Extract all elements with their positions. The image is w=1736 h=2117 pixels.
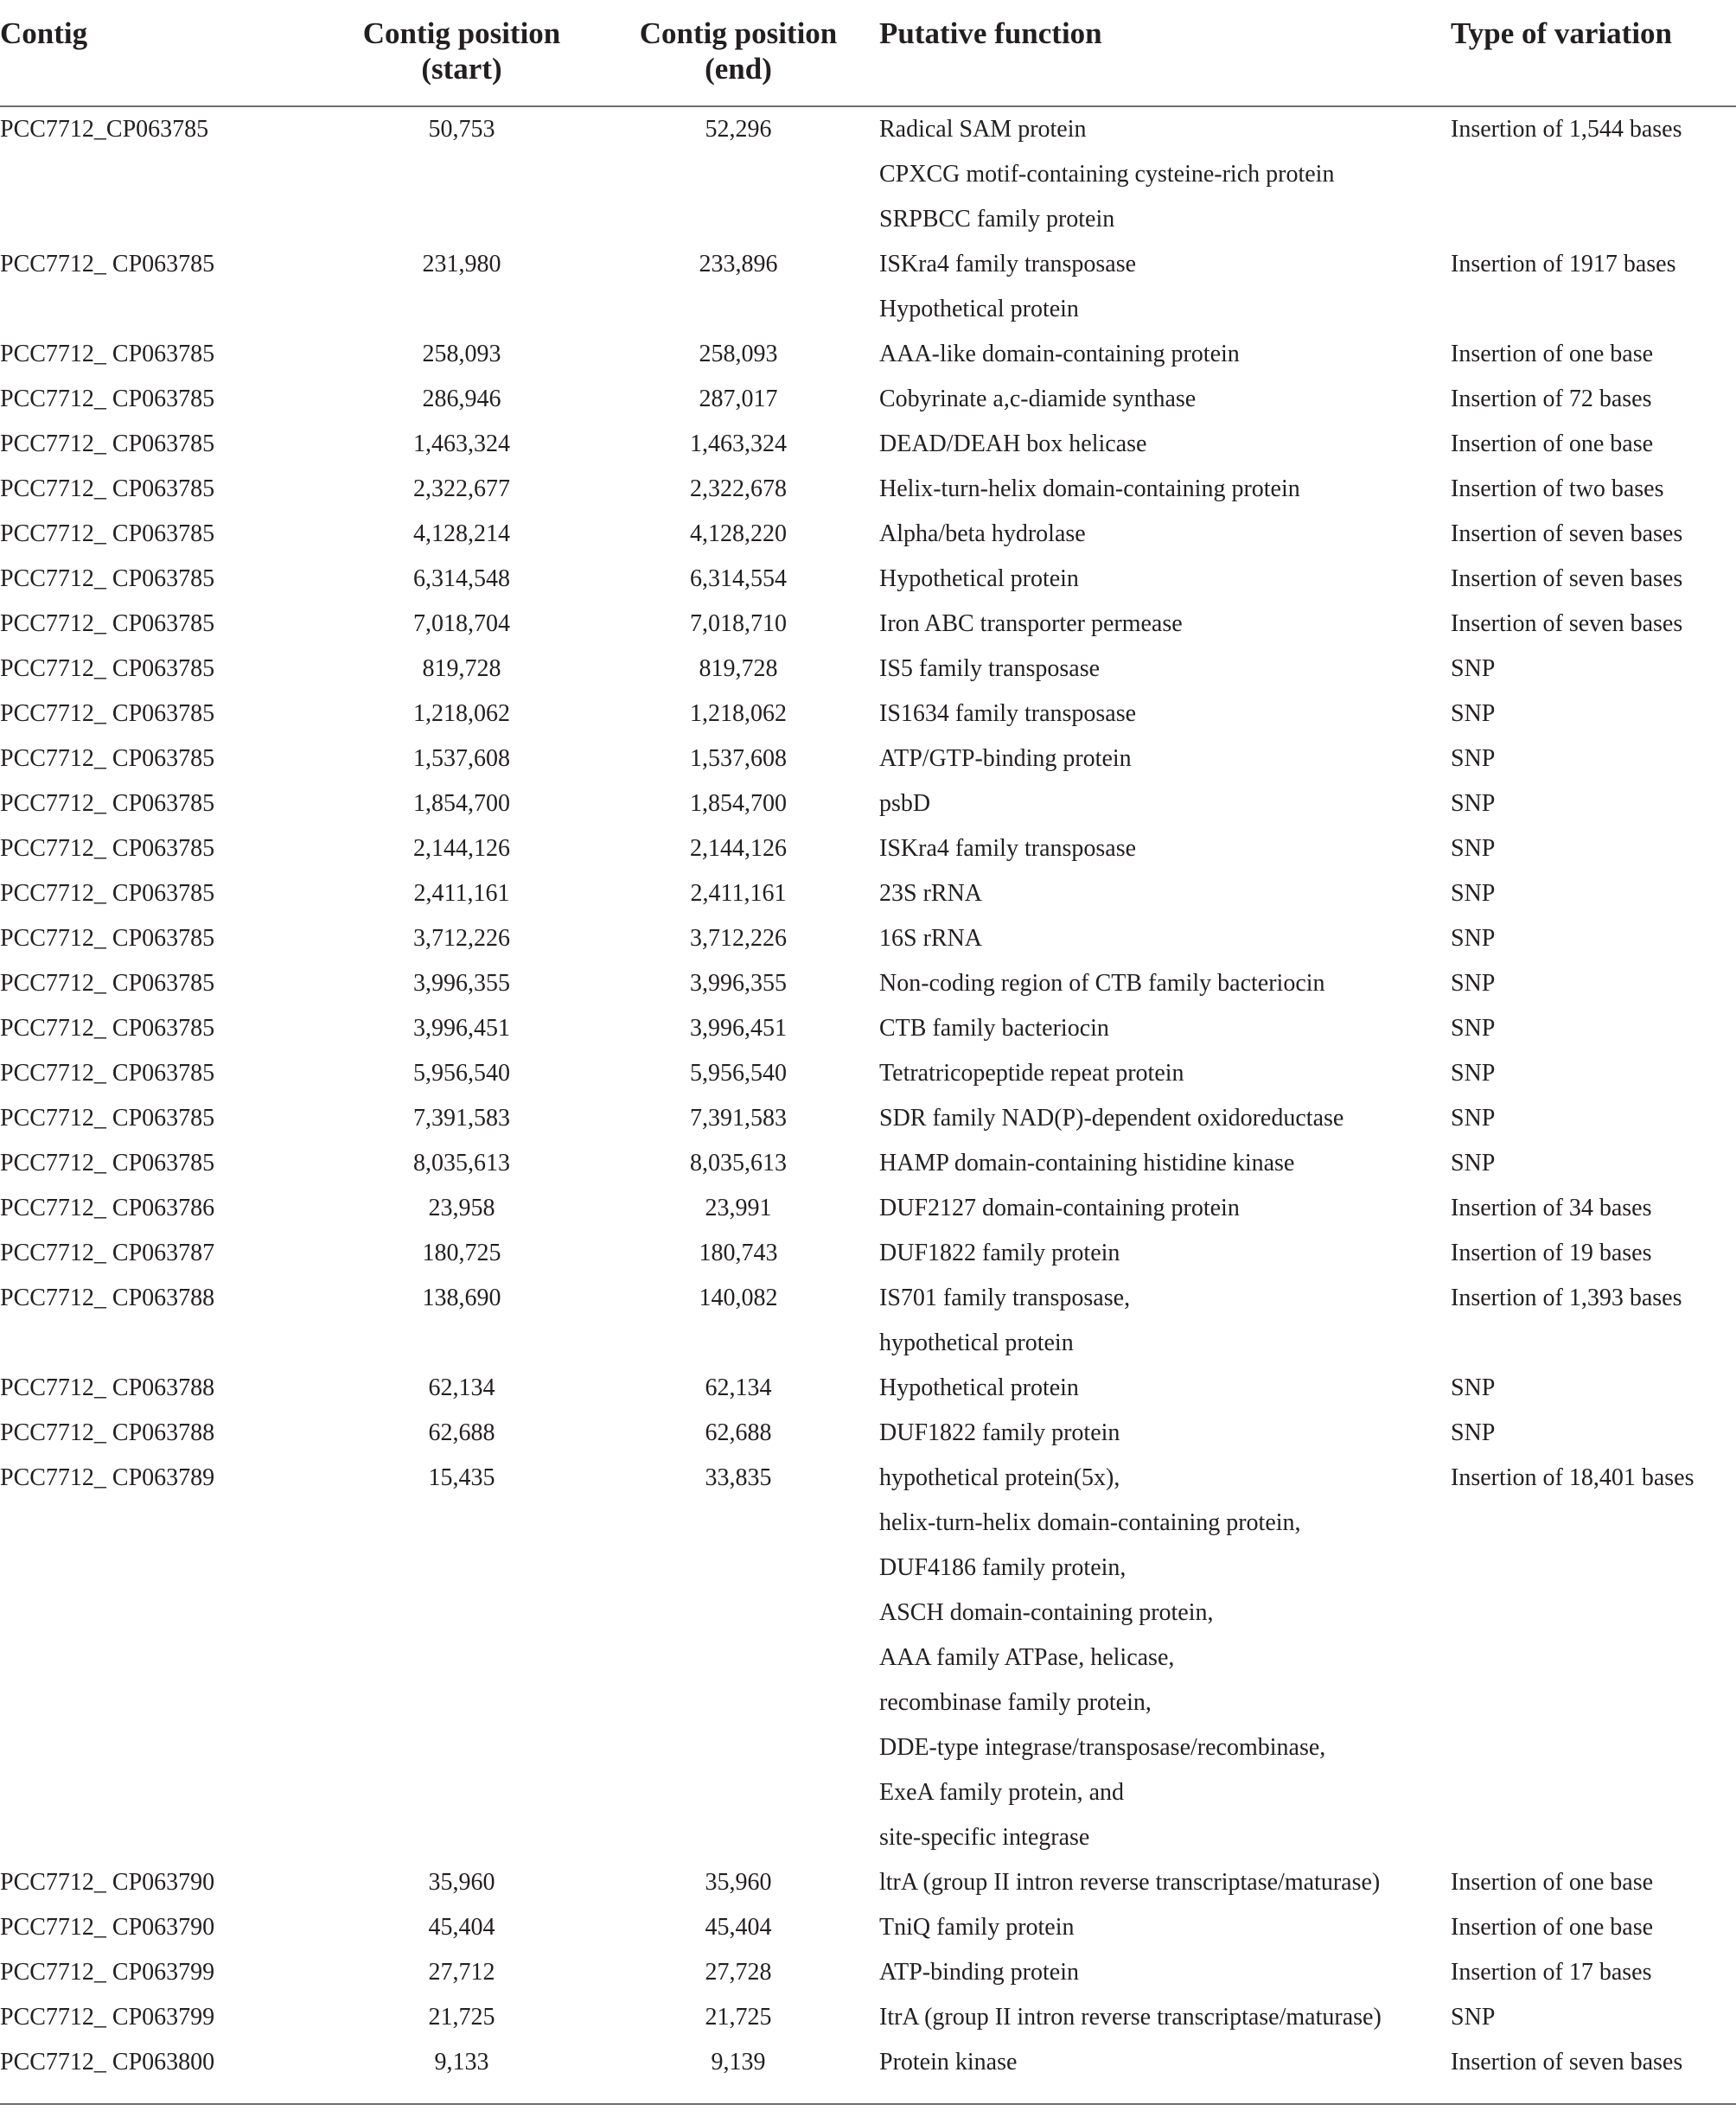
header-start-line1: Contig position — [362, 16, 561, 50]
function-line: DUF1822 family protein — [879, 1240, 1120, 1266]
variation-cell: SNP — [1451, 2004, 1496, 2031]
function-line: Tetratricopeptide repeat protein — [879, 1060, 1184, 1087]
table-row — [0, 826, 1736, 871]
table-row — [0, 1950, 1736, 1995]
header-contig: Contig — [0, 16, 88, 50]
table-row — [0, 332, 1736, 377]
function-line: IS701 family transposase, — [879, 1285, 1131, 1311]
start-cell: 45,404 — [428, 1914, 495, 1941]
table-row — [0, 871, 1736, 916]
function-line: DUF2127 domain-containing protein — [879, 1195, 1240, 1221]
start-cell: 1,537,608 — [413, 745, 510, 772]
end-cell: 2,411,161 — [690, 880, 787, 907]
variation-cell: Insertion of 72 bases — [1451, 386, 1652, 412]
contig-cell: PCC7712_ CP063790 — [0, 1914, 215, 1941]
function-cell — [879, 1950, 1079, 1995]
variation-cell: Insertion of seven bases — [1451, 520, 1683, 547]
start-cell: 4,128,214 — [413, 520, 510, 547]
function-line: recombinase family protein, — [879, 1689, 1152, 1716]
variation-cell: Insertion of seven bases — [1451, 565, 1683, 592]
contig-cell: PCC7712_ CP063785 — [0, 1015, 215, 1042]
variation-cell: SNP — [1451, 1374, 1496, 1401]
start-cell: 2,144,126 — [413, 835, 510, 862]
table-row — [0, 1186, 1736, 1231]
end-cell: 21,725 — [705, 2004, 772, 2031]
function-line: Hypothetical protein — [879, 296, 1079, 322]
contig-cell: PCC7712_ CP063788 — [0, 1419, 215, 1446]
contig-cell: PCC7712_ CP063789 — [0, 1464, 215, 1491]
function-line: hypothetical protein(5x), — [879, 1464, 1120, 1491]
end-cell: 45,404 — [705, 1914, 772, 1941]
function-line: hypothetical protein — [879, 1330, 1074, 1356]
contig-cell: PCC7712_ CP063785 — [0, 880, 215, 907]
table-row — [0, 1860, 1736, 1905]
start-cell: 3,996,451 — [413, 1015, 510, 1042]
function-line: AAA-like domain-containing protein — [879, 341, 1240, 367]
contig-cell: PCC7712_ CP063785 — [0, 970, 215, 997]
start-cell: 35,960 — [428, 1869, 495, 1896]
variation-cell: SNP — [1451, 790, 1496, 817]
start-cell: 258,093 — [422, 341, 501, 367]
variation-cell: Insertion of 34 bases — [1451, 1195, 1652, 1221]
table-row — [0, 692, 1736, 736]
contig-cell: PCC7712_ CP063785 — [0, 925, 215, 952]
contig-cell: PCC7712_ CP063785 — [0, 655, 215, 682]
function-cell — [879, 1051, 1184, 1096]
variation-cell: SNP — [1451, 1150, 1496, 1176]
end-cell: 5,956,540 — [690, 1060, 787, 1087]
function-cell — [879, 1860, 1380, 1905]
start-cell: 15,435 — [428, 1464, 495, 1491]
table-row — [0, 1051, 1736, 1096]
function-line: Helix-turn-helix domain-containing protein — [879, 475, 1300, 502]
end-cell: 7,391,583 — [690, 1105, 787, 1132]
table-row — [0, 242, 1736, 332]
function-cell — [879, 692, 1136, 736]
table-row — [0, 1231, 1736, 1276]
function-cell — [879, 422, 1146, 467]
function-line: ATP-binding protein — [879, 1959, 1079, 1986]
table-row — [0, 107, 1736, 242]
function-cell — [879, 332, 1240, 377]
table-row — [0, 1096, 1736, 1141]
variation-cell: SNP — [1451, 925, 1496, 952]
end-cell: 4,128,220 — [690, 520, 787, 547]
function-line: DDE-type integrase/transposase/recombinase, — [879, 1734, 1326, 1761]
function-line: TniQ family protein — [879, 1914, 1075, 1941]
function-line: Alpha/beta hydrolase — [879, 520, 1086, 547]
variation-cell: SNP — [1451, 1419, 1496, 1446]
end-cell: 233,896 — [699, 251, 778, 277]
function-cell — [879, 1141, 1294, 1186]
contig-cell: PCC7712_ CP063785 — [0, 1060, 215, 1087]
contig-cell: PCC7712_ CP063785 — [0, 835, 215, 862]
function-line: CTB family bacteriocin — [879, 1015, 1109, 1042]
end-cell: 1,854,700 — [690, 790, 787, 817]
variation-cell: SNP — [1451, 1015, 1496, 1042]
function-line: psbD — [879, 790, 931, 817]
function-line: Iron ABC transporter permease — [879, 610, 1183, 637]
table-row — [0, 557, 1736, 602]
end-cell: 140,082 — [699, 1285, 778, 1311]
table-header — [0, 0, 1736, 107]
contig-cell: PCC7712_CP063785 — [0, 116, 209, 143]
function-line: ExeA family protein, and — [879, 1779, 1125, 1806]
function-cell — [879, 377, 1196, 422]
variation-cell: SNP — [1451, 700, 1496, 727]
variation-cell: SNP — [1451, 1105, 1496, 1132]
contig-cell: PCC7712_ CP063785 — [0, 610, 215, 637]
table-row — [0, 916, 1736, 961]
start-cell: 3,996,355 — [413, 970, 510, 997]
start-cell: 7,391,583 — [413, 1105, 510, 1132]
function-cell — [879, 1006, 1109, 1051]
variation-cell: Insertion of 18,401 bases — [1451, 1464, 1695, 1491]
function-cell — [879, 1231, 1120, 1276]
end-cell: 35,960 — [705, 1869, 772, 1896]
end-cell: 287,017 — [699, 386, 778, 412]
start-cell: 21,725 — [428, 2004, 495, 2031]
header-end-line2: (end) — [705, 52, 772, 86]
contig-cell: PCC7712_ CP063788 — [0, 1374, 215, 1401]
variation-cell: Insertion of one base — [1451, 430, 1654, 457]
end-cell: 3,712,226 — [690, 925, 787, 952]
contig-cell: PCC7712_ CP063785 — [0, 520, 215, 547]
function-line: Hypothetical protein — [879, 565, 1079, 592]
function-line: DUF1822 family protein — [879, 1419, 1120, 1446]
end-cell: 6,314,554 — [690, 565, 787, 592]
contig-cell: PCC7712_ CP063787 — [0, 1240, 215, 1266]
end-cell: 7,018,710 — [690, 610, 787, 637]
function-line: DEAD/DEAH box helicase — [879, 430, 1147, 457]
table-body — [0, 107, 1736, 2085]
end-cell: 62,134 — [705, 1374, 772, 1401]
function-cell — [879, 1186, 1240, 1231]
start-cell: 231,980 — [422, 251, 501, 277]
end-cell: 3,996,355 — [690, 970, 787, 997]
function-line: 23S rRNA — [879, 880, 983, 907]
function-line: Protein kinase — [879, 2049, 1018, 2076]
start-cell: 3,712,226 — [413, 925, 510, 952]
function-line: AAA family ATPase, helicase, — [879, 1644, 1175, 1671]
function-cell — [879, 2040, 1017, 2085]
function-cell — [879, 961, 1325, 1006]
function-cell — [879, 512, 1086, 557]
start-cell: 1,463,324 — [413, 430, 510, 457]
header-function: Putative function — [879, 16, 1102, 50]
function-cell — [879, 736, 1132, 781]
function-cell — [879, 1096, 1343, 1141]
function-line: IS5 family transposase — [879, 655, 1101, 682]
function-cell — [879, 1905, 1075, 1950]
function-line: SDR family NAD(P)-dependent oxidoreductase — [879, 1105, 1344, 1132]
end-cell: 9,139 — [711, 2049, 766, 2076]
end-cell: 2,144,126 — [690, 835, 787, 862]
contig-cell: PCC7712_ CP063785 — [0, 700, 215, 727]
contig-cell: PCC7712_ CP063785 — [0, 790, 215, 817]
end-cell: 180,743 — [699, 1240, 778, 1266]
contig-cell: PCC7712_ CP063800 — [0, 2049, 215, 2076]
start-cell: 180,725 — [422, 1240, 501, 1266]
function-line: ltrA (group II intron reverse transcriptase/maturase) — [879, 1869, 1381, 1896]
header-end — [565, 16, 911, 86]
function-line: DUF4186 family protein, — [879, 1554, 1126, 1581]
start-cell: 9,133 — [434, 2049, 489, 2076]
table-row — [0, 961, 1736, 1006]
end-cell: 1,218,062 — [690, 700, 787, 727]
variation-cell: SNP — [1451, 835, 1496, 862]
table-row — [0, 377, 1736, 422]
function-cell — [879, 1366, 1079, 1411]
end-cell: 23,991 — [705, 1195, 772, 1221]
table-row — [0, 1905, 1736, 1950]
function-line: ATP/GTP-binding protein — [879, 745, 1132, 772]
start-cell: 8,035,613 — [413, 1150, 510, 1176]
function-line: 16S rRNA — [879, 925, 983, 952]
variation-cell: SNP — [1451, 655, 1496, 682]
end-cell: 2,322,678 — [690, 475, 787, 502]
start-cell: 2,322,677 — [413, 475, 510, 502]
header-start-line2: (start) — [421, 52, 502, 86]
function-line: helix-turn-helix domain-containing protein, — [879, 1509, 1301, 1536]
start-cell: 62,134 — [428, 1374, 495, 1401]
function-cell — [879, 467, 1300, 512]
table-row — [0, 736, 1736, 781]
contig-cell: PCC7712_ CP063785 — [0, 565, 215, 592]
function-cell — [879, 826, 1136, 871]
function-cell — [879, 107, 1334, 242]
contig-cell: PCC7712_ CP063785 — [0, 475, 215, 502]
start-cell: 138,690 — [422, 1285, 501, 1311]
function-cell — [879, 1995, 1382, 2040]
contig-cell: PCC7712_ CP063785 — [0, 430, 215, 457]
function-line: ISKra4 family transposase — [879, 835, 1137, 862]
function-line: CPXCG motif-containing cysteine-rich protein — [879, 161, 1335, 188]
variation-cell: Insertion of seven bases — [1451, 610, 1683, 637]
end-cell: 1,537,608 — [690, 745, 787, 772]
table-row — [0, 1456, 1736, 1860]
start-cell: 62,688 — [428, 1419, 495, 1446]
end-cell: 819,728 — [699, 655, 778, 682]
table-row — [0, 512, 1736, 557]
start-cell: 1,854,700 — [413, 790, 510, 817]
end-cell: 52,296 — [705, 116, 772, 143]
start-cell: 7,018,704 — [413, 610, 510, 637]
function-cell — [879, 602, 1183, 647]
function-cell — [879, 916, 982, 961]
table-row — [0, 1995, 1736, 2040]
variation-cell: Insertion of seven bases — [1451, 2049, 1683, 2076]
contig-cell: PCC7712_ CP063799 — [0, 2004, 215, 2031]
end-cell: 8,035,613 — [690, 1150, 787, 1176]
function-line: IS1634 family transposase — [879, 700, 1137, 727]
variation-cell: SNP — [1451, 1060, 1496, 1087]
end-cell: 258,093 — [699, 341, 778, 367]
function-line: ItrA (group II intron reverse transcriptase/maturase) — [879, 2004, 1382, 2031]
bottom-rule — [0, 2103, 1736, 2105]
start-cell: 23,958 — [428, 1195, 495, 1221]
contig-cell: PCC7712_ CP063788 — [0, 1285, 215, 1311]
end-cell: 62,688 — [705, 1419, 772, 1446]
start-cell: 2,411,161 — [413, 880, 510, 907]
contig-cell: PCC7712_ CP063785 — [0, 1150, 215, 1176]
function-cell — [879, 1411, 1120, 1456]
header-end-line1: Contig position — [639, 16, 838, 50]
contig-cell: PCC7712_ CP063785 — [0, 1105, 215, 1132]
table-row — [0, 1006, 1736, 1051]
function-cell — [879, 1456, 1325, 1860]
function-line: HAMP domain-containing histidine kinase — [879, 1150, 1295, 1176]
header-variation: Type of variation — [1451, 16, 1673, 50]
table-row — [0, 2040, 1736, 2085]
contig-cell: PCC7712_ CP063785 — [0, 341, 215, 367]
table-row — [0, 602, 1736, 647]
contig-cell: PCC7712_ CP063785 — [0, 386, 215, 412]
start-cell: 1,218,062 — [413, 700, 510, 727]
table-row — [0, 781, 1736, 826]
table-row — [0, 1276, 1736, 1366]
variation-cell: Insertion of 1,544 bases — [1451, 116, 1682, 143]
start-cell: 50,753 — [428, 116, 495, 143]
function-cell — [879, 1276, 1130, 1366]
contig-cell: PCC7712_ CP063790 — [0, 1869, 215, 1896]
contig-cell: PCC7712_ CP063785 — [0, 251, 215, 277]
variation-cell: SNP — [1451, 970, 1496, 997]
variation-cell: SNP — [1451, 745, 1496, 772]
start-cell: 6,314,548 — [413, 565, 510, 592]
variation-cell: Insertion of two bases — [1451, 475, 1664, 502]
function-line: site-specific integrase — [879, 1824, 1090, 1851]
variation-cell: Insertion of one base — [1451, 1914, 1654, 1941]
function-line: ISKra4 family transposase — [879, 251, 1137, 277]
variation-cell: Insertion of one base — [1451, 1869, 1654, 1896]
start-cell: 286,946 — [422, 386, 501, 412]
table-row — [0, 467, 1736, 512]
function-line: Non-coding region of CTB family bacteriocin — [879, 970, 1325, 997]
variation-cell: SNP — [1451, 880, 1496, 907]
end-cell: 27,728 — [705, 1959, 772, 1986]
function-line: Radical SAM protein — [879, 116, 1087, 143]
contig-cell: PCC7712_ CP063786 — [0, 1195, 215, 1221]
start-cell: 5,956,540 — [413, 1060, 510, 1087]
end-cell: 1,463,324 — [690, 430, 787, 457]
variation-cell: Insertion of 1,393 bases — [1451, 1285, 1682, 1311]
variation-cell: Insertion of 1917 bases — [1451, 251, 1676, 277]
end-cell: 3,996,451 — [690, 1015, 787, 1042]
table-row — [0, 1366, 1736, 1411]
function-cell — [879, 647, 1100, 692]
contig-cell: PCC7712_ CP063799 — [0, 1959, 215, 1986]
function-line: Hypothetical protein — [879, 1374, 1079, 1401]
start-cell: 819,728 — [422, 655, 501, 682]
end-cell: 33,835 — [705, 1464, 772, 1491]
table-row — [0, 422, 1736, 467]
variation-cell: Insertion of one base — [1451, 341, 1654, 367]
start-cell: 27,712 — [428, 1959, 495, 1986]
contig-cell: PCC7712_ CP063785 — [0, 745, 215, 772]
function-line: ASCH domain-containing protein, — [879, 1599, 1214, 1626]
table-row — [0, 647, 1736, 692]
function-cell — [879, 242, 1136, 332]
function-cell — [879, 557, 1079, 602]
function-line: SRPBCC family protein — [879, 206, 1115, 233]
table-row — [0, 1411, 1736, 1456]
variation-cell: Insertion of 17 bases — [1451, 1959, 1652, 1986]
function-line: Cobyrinate a,c-diamide synthase — [879, 386, 1197, 412]
function-cell — [879, 871, 982, 916]
function-cell — [879, 781, 930, 826]
table-row — [0, 1141, 1736, 1186]
variation-cell: Insertion of 19 bases — [1451, 1240, 1652, 1266]
